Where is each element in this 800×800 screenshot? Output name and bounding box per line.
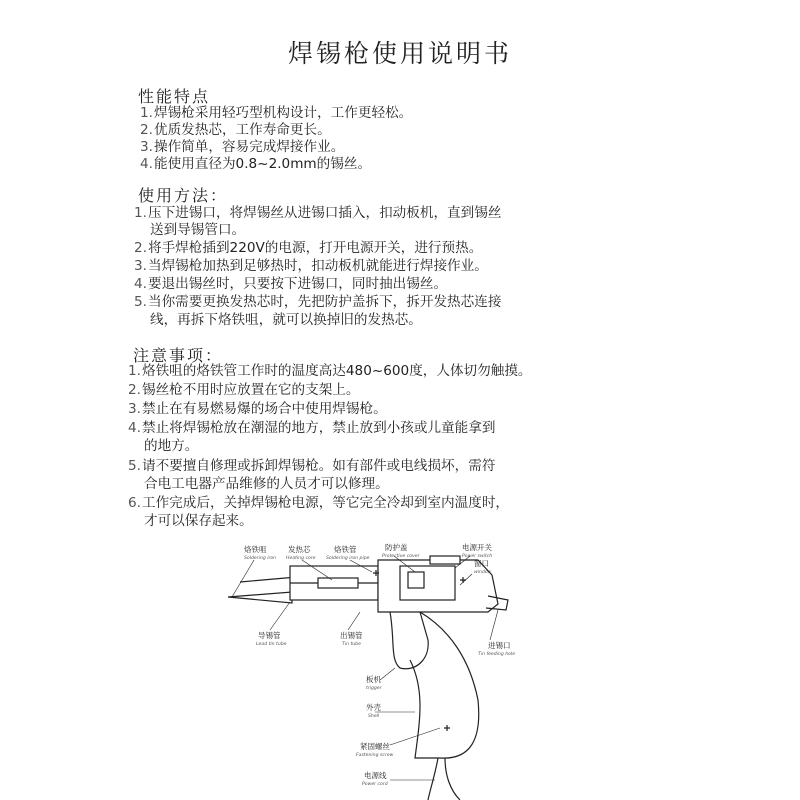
item-text: 要退出锡丝时，只要按下进锡口，同时抽出锡丝。: [148, 276, 448, 292]
label-cover: 防护盖: [385, 543, 408, 552]
notes-heading: 注意事项：: [133, 346, 224, 365]
label-trigger: 板机: [366, 675, 381, 684]
item-text: 锡丝枪不用时应放置在它的支架上。: [142, 382, 360, 398]
usage-item-continuation: 送到导锡管口。: [150, 222, 246, 238]
usage-item-continuation: 线，再拆下烙铁咀，就可以换掉旧的发热芯。: [150, 312, 422, 328]
item-number: 1.: [140, 105, 153, 121]
usage-heading: 使用方法：: [138, 186, 229, 205]
item-text: 压下进锡口，将焊锡丝从进锡口插入，扣动板机，直到锡丝: [148, 205, 502, 221]
item-number: 4.: [134, 276, 147, 292]
item-text: 请不要擅自修理或拆卸焊锡枪。如有部件或电线损坏，需符: [142, 458, 496, 474]
label-window-en: window: [474, 570, 492, 575]
label-tip-en: Soldering iron: [244, 556, 277, 561]
label-tip: 烙铁咀: [244, 545, 267, 554]
label-outlet: 出锡管: [340, 631, 363, 640]
item-text: 能使用直径为0.8~2.0mm的锡丝。: [154, 156, 372, 172]
label-switch-en: Power switch: [462, 554, 493, 559]
item-text: 优质发热芯，工作寿命更长。: [154, 122, 331, 138]
item-text: 当你需要更换发热芯时，先把防护盖拆下，拆开发热芯连接: [148, 294, 502, 310]
item-number: 2.: [128, 382, 141, 398]
features-heading: 性能特点: [138, 87, 211, 106]
item-number: 3.: [128, 401, 141, 417]
label-cord: 电源线: [364, 771, 387, 780]
item-number: 2.: [140, 122, 153, 138]
note-item-continuation: 才可以保存起来。: [144, 513, 253, 529]
item-text: 禁止在有易燃易爆的场合中使用焊锡枪。: [142, 401, 387, 417]
label-pipe: 烙铁管: [334, 545, 357, 554]
item-number: 2.: [134, 240, 147, 256]
label-shell-en: Shell: [368, 714, 380, 719]
page-title: 焊锡枪使用说明书: [287, 39, 512, 68]
label-feed-en: Tin feeding hole: [478, 652, 516, 657]
label-guide: 导锡管: [258, 631, 281, 640]
item-number: 4.: [140, 156, 153, 172]
item-number: 4.: [128, 420, 141, 436]
label-window: 窗口: [474, 559, 489, 568]
item-text: 操作简单，容易完成焊接作业。: [154, 139, 345, 155]
item-text: 工作完成后，关掉焊锡枪电源，等它完全冷却到室内温度时，: [142, 495, 510, 511]
label-pipe-en: Soldering iron pipe: [326, 556, 370, 561]
note-item-continuation: 的地方。: [144, 438, 199, 454]
label-heater-en: Heating core: [286, 556, 316, 561]
item-text: 烙铁咀的烙铁管工作时的温度高达480~600度，人体切勿触摸。: [142, 363, 532, 379]
item-number: 5.: [128, 458, 141, 474]
label-guide-en: Lead tin tube: [256, 642, 287, 647]
item-number: 3.: [140, 139, 153, 155]
label-trigger-en: trigger: [366, 686, 382, 691]
label-heater: 发热芯: [288, 545, 311, 554]
label-outlet-en: Tin tube: [342, 642, 361, 647]
item-number: 5.: [134, 294, 147, 310]
item-text: 禁止将焊锡枪放在潮湿的地方，禁止放到小孩或儿童能拿到: [142, 420, 496, 436]
label-cord-en: Power cord: [362, 782, 388, 787]
note-item-continuation: 合电工电器产品维修的人员才可以修理。: [144, 476, 389, 492]
item-number: 1.: [134, 205, 147, 221]
label-shell: 外壳: [366, 703, 381, 712]
item-number: 1.: [128, 363, 141, 379]
item-text: 焊锡枪采用轻巧型机构设计，工作更轻松。: [154, 105, 413, 121]
label-switch: 电源开关: [462, 543, 492, 552]
label-feed: 进锡口: [488, 641, 511, 650]
item-number: 6.: [128, 495, 141, 511]
item-text: 将手焊枪插到220V的电源，打开电源开关，进行预热。: [148, 240, 483, 256]
label-screw-en: Fastening screw: [356, 753, 394, 758]
label-cover-en: Protective cover: [382, 554, 420, 559]
label-screw: 紧固螺丝: [360, 742, 390, 751]
item-text: 当焊锡枪加热到足够热时，扣动板机就能进行焊接作业。: [148, 258, 488, 274]
item-number: 3.: [134, 258, 147, 274]
